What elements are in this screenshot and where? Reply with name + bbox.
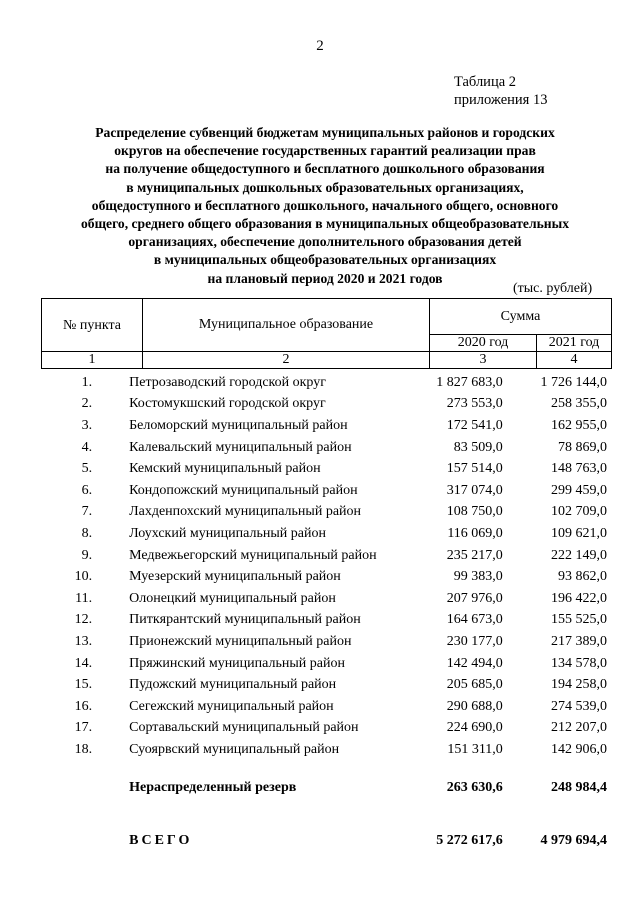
appendix-table-label: Таблица 2 xyxy=(454,74,517,90)
table-row xyxy=(41,610,612,632)
title-line: в муниципальных общеобразовательных организациях xyxy=(153,252,497,268)
header-num: № пункта xyxy=(42,299,143,352)
table-row xyxy=(41,631,612,653)
row-2020: 230 177,0 xyxy=(446,633,503,649)
row-num: 17. xyxy=(74,720,93,736)
row-2020: 116 069,0 xyxy=(447,525,503,541)
reserve-num xyxy=(41,761,113,806)
row-2021: 222 149,0 xyxy=(551,547,607,563)
row-name: Лоухский муниципальный район xyxy=(129,525,326,541)
title-line: общедоступного и бесплатного дошкольного, начального общего, основного xyxy=(91,197,559,213)
row-2021: 162 955,0 xyxy=(551,417,607,433)
table-row xyxy=(41,653,612,675)
reserve-2021: 248 984,4 xyxy=(551,780,607,796)
row-name: Олонецкий муниципальный район xyxy=(129,590,336,606)
row-2020: 273 553,0 xyxy=(446,396,503,412)
row-2020: 205 685,0 xyxy=(446,677,503,693)
total-2020: 5 272 617,6 xyxy=(436,832,503,848)
row-num: 14. xyxy=(74,655,93,671)
row-2020: 224 690,0 xyxy=(446,720,503,736)
table-row xyxy=(41,718,612,740)
row-2021: 274 539,0 xyxy=(551,698,607,714)
row-name: Пряжинский муниципальный район xyxy=(129,655,345,671)
row-num: 5. xyxy=(81,461,93,477)
row-num: 4. xyxy=(81,439,93,455)
row-name: Пудожский муниципальный район xyxy=(129,677,337,693)
row-num: 18. xyxy=(74,741,93,757)
title-line: на плановый период 2020 и 2021 годов xyxy=(207,270,443,286)
table-row xyxy=(41,566,612,588)
header-year-2020: 2020 год xyxy=(430,335,537,352)
title-line: округов на обеспечение государственных гарантий реализации прав xyxy=(114,143,536,159)
data-table xyxy=(41,372,612,861)
row-num: 11. xyxy=(75,590,93,606)
table-row xyxy=(41,502,612,524)
row-num: 12. xyxy=(74,612,93,628)
row-2021: 134 578,0 xyxy=(551,655,607,671)
table-row xyxy=(41,480,612,502)
header-year-2021: 2021 год xyxy=(537,335,612,352)
row-2021: 1 726 144,0 xyxy=(540,374,607,390)
row-name: Беломорский муниципальный район xyxy=(129,417,348,433)
table-row xyxy=(41,545,612,567)
row-name: Кондопожский муниципальный район xyxy=(129,482,358,498)
title-line: общего, среднего общего образования в муниципальных общеобразовательных xyxy=(80,216,569,232)
table-row xyxy=(41,696,612,718)
total-2021: 4 979 694,4 xyxy=(540,832,607,848)
row-num: 13. xyxy=(74,633,93,649)
title-line: организациях, обеспечение дополнительного образования детей xyxy=(128,234,522,250)
row-2021: 148 763,0 xyxy=(551,461,607,477)
row-name: Сортавальский муниципальный район xyxy=(129,720,359,736)
row-2021: 102 709,0 xyxy=(551,504,607,520)
appendix-reference xyxy=(454,73,547,109)
reserve-name: Нераспределенный резерв xyxy=(129,780,297,796)
row-2021: 196 422,0 xyxy=(551,590,607,606)
row-name: Кемский муниципальный район xyxy=(129,461,321,477)
row-2020: 1 827 683,0 xyxy=(436,374,503,390)
row-name: Калевальский муниципальный район xyxy=(129,439,352,455)
table-row xyxy=(41,523,612,545)
table-row xyxy=(41,372,612,394)
row-2020: 108 750,0 xyxy=(446,504,503,520)
row-2020: 157 514,0 xyxy=(446,461,503,477)
document-title xyxy=(40,124,610,288)
header-name: Муниципальное образование xyxy=(143,299,430,352)
row-name: Лахденпохский муниципальный район xyxy=(129,504,362,520)
col-number-2: 2 xyxy=(143,352,430,369)
row-2020: 142 494,0 xyxy=(446,655,503,671)
page-number: 2 xyxy=(316,38,324,54)
rows-body xyxy=(41,372,612,761)
row-2021: 109 621,0 xyxy=(551,525,607,541)
row-2021: 258 355,0 xyxy=(551,396,607,412)
row-2020: 207 976,0 xyxy=(446,590,503,606)
row-2021: 142 906,0 xyxy=(551,741,607,757)
row-num: 1. xyxy=(81,374,93,390)
row-2021: 212 207,0 xyxy=(551,720,607,736)
col-number-1: 1 xyxy=(42,352,143,369)
row-2020: 290 688,0 xyxy=(446,698,503,714)
row-2020: 235 217,0 xyxy=(446,547,503,563)
row-num: 10. xyxy=(74,569,93,585)
row-name: Питкярантский муниципальный район xyxy=(129,612,361,628)
row-num: 9. xyxy=(81,547,93,563)
total-num xyxy=(41,806,113,861)
row-name: Муезерский муниципальный район xyxy=(129,569,341,585)
table-row xyxy=(41,739,612,761)
row-name: Медвежьегорский муниципальный район xyxy=(129,547,377,563)
row-name: Сегежский муниципальный район xyxy=(129,698,334,714)
title-line: в муниципальных дошкольных образовательных организациях, xyxy=(126,179,524,195)
table-row xyxy=(41,415,612,437)
reserve-2020: 263 630,6 xyxy=(446,780,503,796)
header-sum: Сумма xyxy=(430,299,612,335)
total-name: ВСЕГО xyxy=(129,832,193,848)
row-num: 15. xyxy=(74,677,93,693)
row-2020: 83 509,0 xyxy=(453,439,503,455)
unit-label: (тыс. рублей) xyxy=(513,281,593,296)
reserve-row xyxy=(41,761,612,806)
row-name: Петрозаводский городской округ xyxy=(129,374,326,390)
row-2021: 155 525,0 xyxy=(551,612,607,628)
col-number-3: 3 xyxy=(430,352,537,369)
row-2021: 194 258,0 xyxy=(551,677,607,693)
row-num: 16. xyxy=(74,698,93,714)
table-row xyxy=(41,674,612,696)
table-row xyxy=(41,437,612,459)
row-name: Суоярвский муниципальный район xyxy=(129,741,340,757)
row-2021: 217 389,0 xyxy=(551,633,607,649)
row-2020: 172 541,0 xyxy=(446,417,503,433)
table-row xyxy=(41,458,612,480)
row-2020: 317 074,0 xyxy=(446,482,503,498)
row-2020: 99 383,0 xyxy=(453,569,503,585)
row-2020: 151 311,0 xyxy=(447,741,503,757)
row-num: 3. xyxy=(81,417,93,433)
row-name: Костомукшский городской округ xyxy=(129,396,326,412)
row-num: 6. xyxy=(81,482,93,498)
title-line: Распределение субвенций бюджетам муниципальных районов и городских xyxy=(95,125,555,140)
table-header xyxy=(41,298,612,369)
row-2021: 78 869,0 xyxy=(558,439,607,455)
row-name: Прионежский муниципальный район xyxy=(129,633,352,649)
table-row xyxy=(41,394,612,416)
row-2021: 299 459,0 xyxy=(551,482,607,498)
row-num: 8. xyxy=(81,525,93,541)
row-num: 2. xyxy=(81,396,93,412)
total-row xyxy=(41,806,612,861)
col-number-4: 4 xyxy=(537,352,612,369)
row-2021: 93 862,0 xyxy=(558,569,607,585)
title-line: на получение общедоступного и бесплатного дошкольного образования xyxy=(105,161,545,177)
row-2020: 164 673,0 xyxy=(446,612,503,628)
table-row xyxy=(41,588,612,610)
appendix-annex-label: приложения 13 xyxy=(454,92,548,108)
row-num: 7. xyxy=(81,504,93,520)
